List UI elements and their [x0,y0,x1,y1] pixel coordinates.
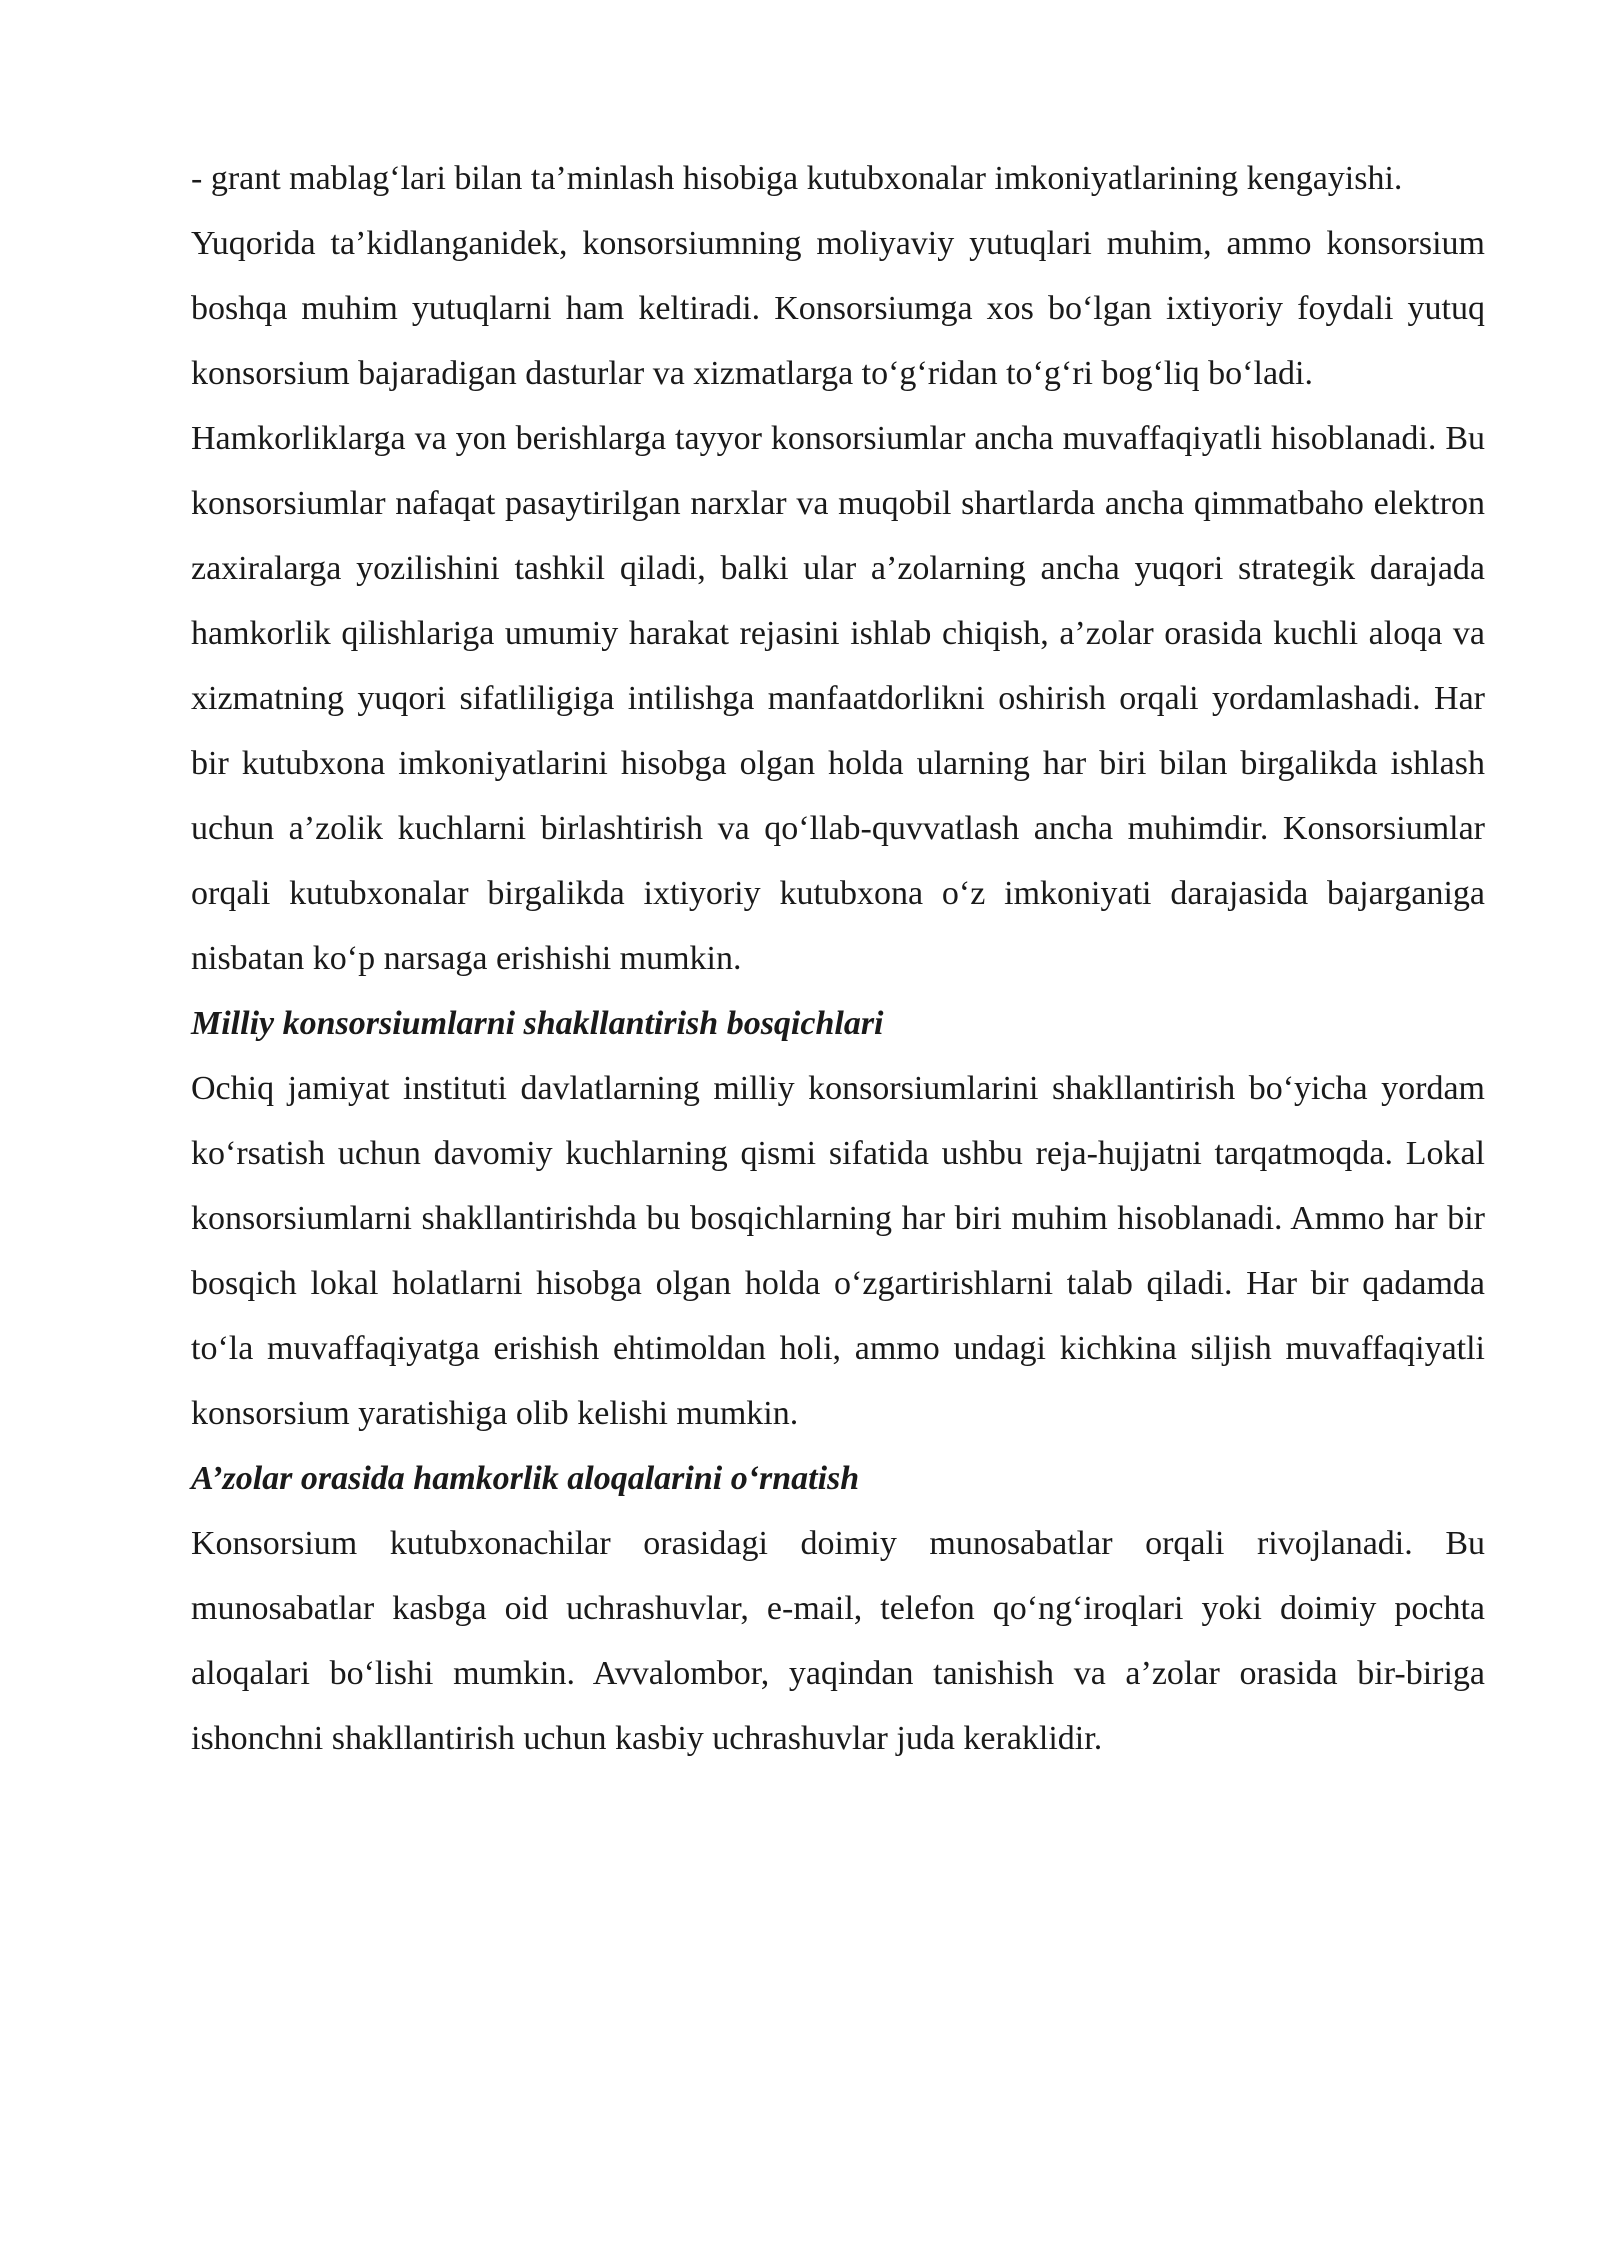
paragraph-librarian-relations: Konsorsium kutubxonachilar orasidagi doimiy munosabatlar orqali rivojlanadi. Bu munosabatlar kasbga oid uchrashuvlar, e-mail, telefon qo‘ng‘iroqlari yoki doimiy pochta aloqalari bo‘lishi mumkin. Avvalombor, yaqindan tanishish va a’zolar orasida bir-biriga ishonchni shakllantirish uchun kasbiy uchrashuvlar juda keraklidir. [191,1525,1485,1757]
heading-national-consortium-stages: Milliy konsorsiumlarni shakllantirish bosqichlari [191,1005,884,1042]
paragraph-grant-funding: - grant mablag‘lari bilan ta’minlash hisobiga kutubxonalar imkoniyatlarining kengayishi. [191,160,1403,197]
paragraph-consortium-achievements: Yuqorida ta’kidlanganidek, konsorsiumning moliyaviy yutuqlari muhim, ammo konsorsium boshqa muhim yutuqlarni ham keltiradi. Konsorsiumga xos bo‘lgan ixtiyoriy foydali yutuq konsorsium bajaradigan dasturlar va xizmatlarga to‘g‘ridan to‘g‘ri bog‘liq bo‘ladi. [191,225,1485,392]
heading-member-cooperation: A’zolar orasida hamkorlik aloqalarini o‘rnatish [191,1460,860,1497]
paragraph-successful-consortiums: Hamkorliklarga va yon berishlarga tayyor konsorsiumlar ancha muvaffaqiyatli hisoblanadi. Bu konsorsiumlar nafaqat pasaytirilgan narxlar va muqobil shartlarda ancha qimmatbaho elektron zaxiralarga yozilishini tashkil qiladi, balki ular a’zolarning ancha yuqori strategik darajada hamkorlik qilishlariga umumiy harakat rejasini ishlab chiqish, a’zolar orasida kuchli aloqa va xizmatning yuqori sifatliligiga intilishga manfaatdorlikni oshirish orqali yordamlashadi. Har bir kutubxona imkoniyatlarini hisobga olgan holda ularning har biri bilan birgalikda ishlash uchun a’zolik kuchlarni birlashtirish va qo‘llab-quvvatlash ancha muhimdir. Konsorsiumlar orqali kutubxonalar birgalikda ixtiyoriy kutubxona o‘z imkoniyati darajasida bajarganiga nisbatan ko‘p narsaga erishishi mumkin. [191,420,1485,977]
document-body [191,146,1485,1771]
paragraph-open-society-institute: Ochiq jamiyat instituti davlatlarning milliy konsorsiumlarini shakllantirish bo‘yicha yordam ko‘rsatish uchun davomiy kuchlarning qismi sifatida ushbu reja-hujjatni tarqatmoqda. Lokal konsorsiumlarni shakllantirishda bu bosqichlarning har biri muhim hisoblanadi. Ammo har bir bosqich lokal holatlarni hisobga olgan holda o‘zgartirishlarni talab qiladi. Har bir qadamda to‘la muvaffaqiyatga erishish ehtimoldan holi, ammo undagi kichkina siljish muvaffaqiyatli konsorsium yaratishiga olib kelishi mumkin. [191,1070,1485,1432]
